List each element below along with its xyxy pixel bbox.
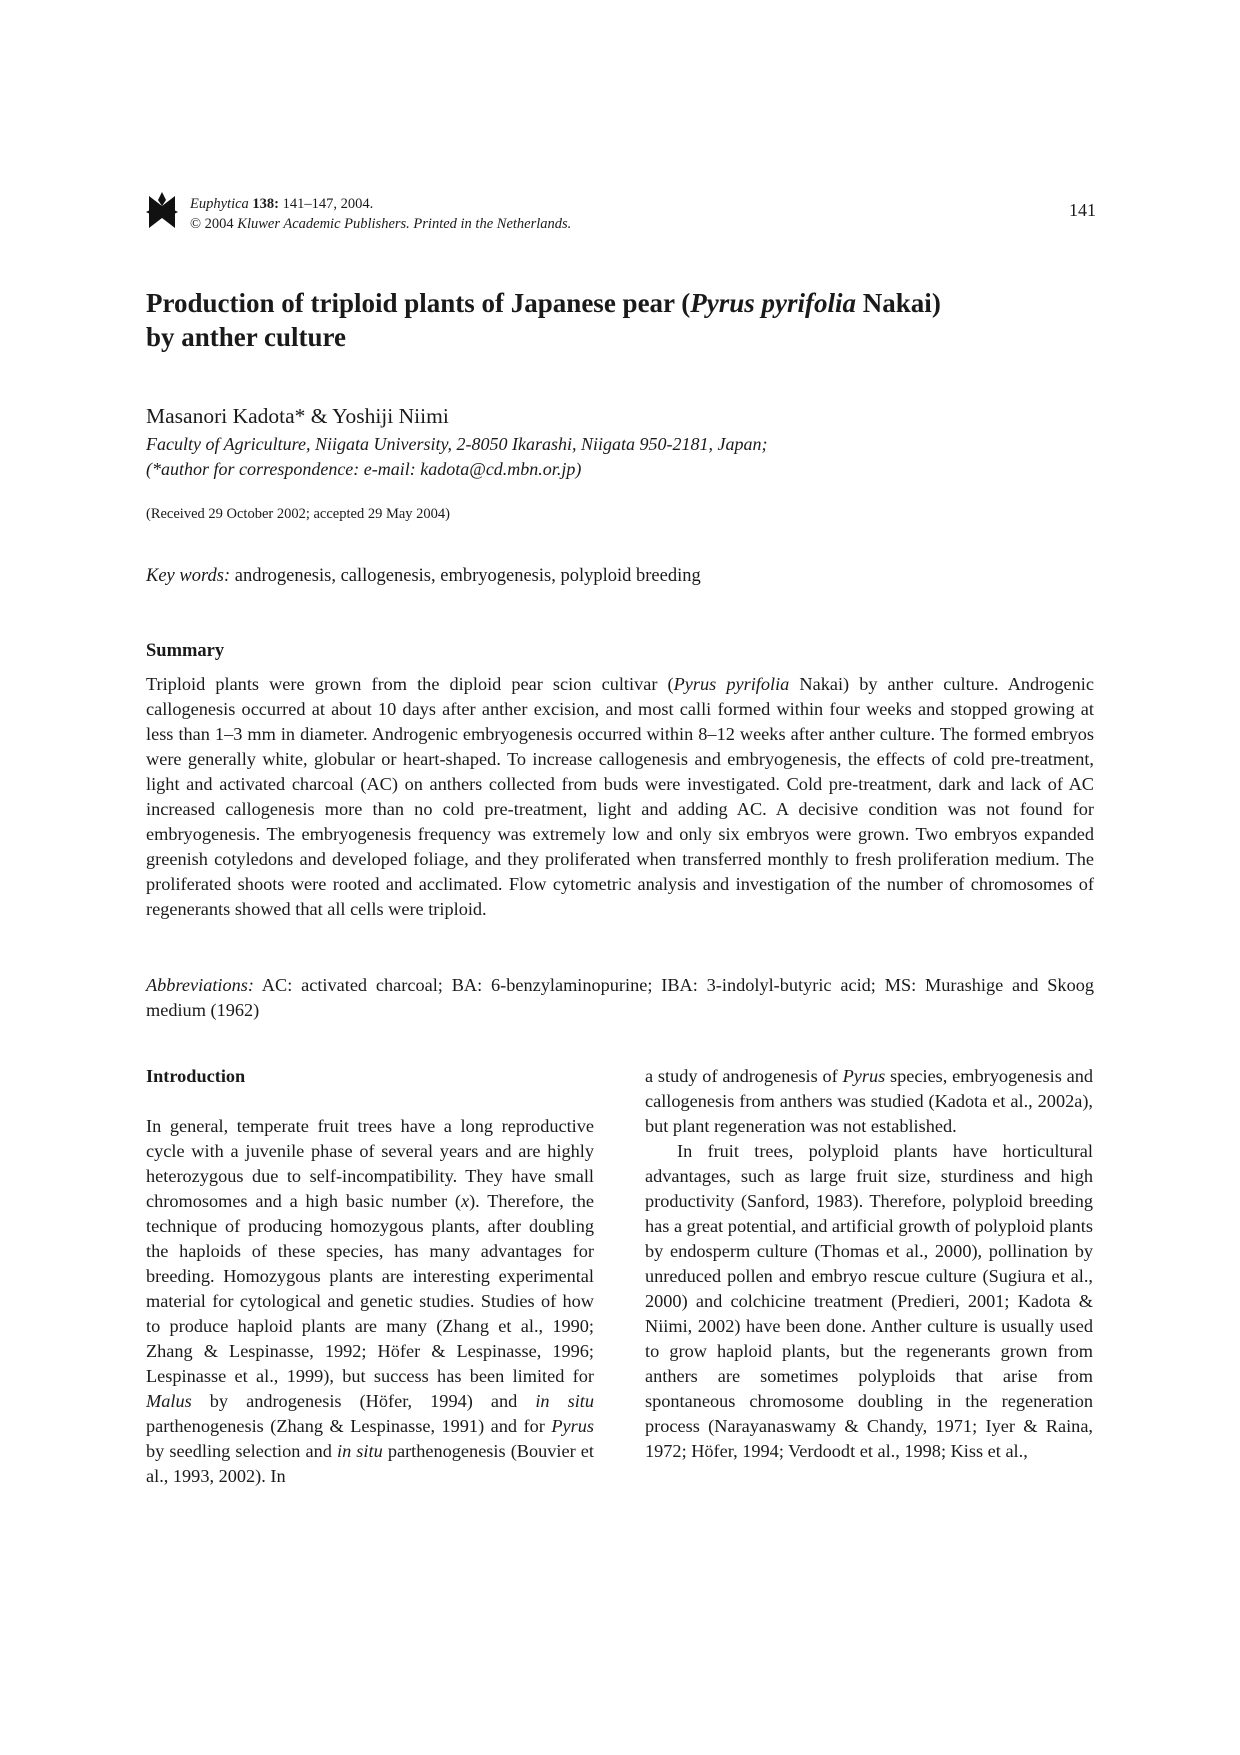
left-column: [146, 1064, 594, 1489]
keywords: Key words: androgenesis, callogenesis, embryogenesis, polyploid breeding: [146, 566, 701, 586]
article-title: Production of triploid plants of Japanese pear (Pyrus pyrifolia Nakai) by anther culture: [146, 288, 941, 352]
intro-paragraph-2: a study of androgenesis of Pyrus species, embryogenesis and callogenesis from anthers was studied (Kadota et al., 2002a), but plant regeneration was not established.: [645, 1066, 1093, 1136]
affiliation-line: Faculty of Agriculture, Niigata University, 2-8050 Ikarashi, Niigata 950-2181, Japan;: [146, 434, 768, 454]
journal-line-2: © 2004 Kluwer Academic Publishers. Printed in the Netherlands.: [190, 216, 572, 232]
page-number: 141: [1069, 200, 1096, 220]
authors: Masanori Kadota* & Yoshiji Niimi: [146, 404, 449, 428]
right-column: [645, 1064, 1093, 1464]
correspondence-line: (*author for correspondence: e-mail: kadota@cd.mbn.or.jp): [146, 459, 582, 479]
abbreviations: Abbreviations: AC: activated charcoal; BA: 6-benzylaminopurine; IBA: 3-indolyl-butyric acid; MS: Murashige and Skoog medium (1962): [146, 975, 1094, 1020]
affiliation: [146, 432, 1106, 482]
summary-heading: Summary: [146, 641, 225, 661]
journal-citation: [190, 194, 571, 234]
intro-paragraph-3: In fruit trees, polyploid plants have horticultural advantages, such as large fruit size, sturdiness and high productivity (Sanford, 1983). Therefore, polyploid breeding has a great potential, and artificial growth of polyploid plants by endosperm culture (Thomas et al., 2000), pollination by unreduced pollen and embryo rescue culture (Sugiura et al., 2000) and colchicine treatment (Predieri, 2001; Kadota & Niimi, 2002) have been done. Anther culture is usually used to grow haploid plants, but the regenerants grown from anthers are sometimes polyploids that arise from spontaneous chromosome doubling in the regeneration process (Narayanaswamy & Chandy, 1971; Iyer & Raina, 1972; Höfer, 1994; Verdoodt et al., 1998; Kiss et al.,: [645, 1141, 1093, 1461]
journal-line-1: Euphytica 138: 141–147, 2004.: [190, 196, 374, 212]
journal-header: [146, 190, 1096, 238]
summary-text: Triploid plants were grown from the diploid pear scion cultivar (Pyrus pyrifolia Nakai) by anther culture. Androgenic callogenesis occurred at about 10 days after anther excision, and most calli formed within four weeks and stopped growing at less than 1–3 mm in diameter. Androgenic embryogenesis occurred within 8–12 weeks after anther culture. The formed embryos were generally white, globular or heart-shaped. To increase callogenesis and embryogenesis, the effects of cold pre-treatment, light and activated charcoal (AC) on anthers collected from buds were investigated. Cold pre-treatment, dark and lack of AC increased callogenesis more than no cold pre-treatment, light and adding AC. A decisive condition was not found for embryogenesis. The embryogenesis frequency was extremely low and only six embryos were grown. Two embryos expanded greenish cotyledons and developed foliage, and they proliferated when transferred monthly to fresh proliferation medium. The proliferated shoots were rooted and acclimated. Flow cytometric analysis and investigation of the number of chromosomes of regenerants showed that all cells were triploid.: [146, 674, 1094, 919]
intro-paragraph-1: In general, temperate fruit trees have a long reproductive cycle with a juvenile phase of several years and are highly heterozygous due to self-incompatibility. They have small chromosomes and a high basic number (x). Therefore, the technique of producing homozygous plants, after doubling the haploids of these species, has many advantages for breeding. Homozygous plants are interesting experimental material for cytological and genetic studies. Studies of how to produce haploid plants are many (Zhang et al., 1990; Zhang & Lespinasse, 1992; Höfer & Lespinasse, 1996; Lespinasse et al., 1999), but success has been limited for Malus by androgenesis (Höfer, 1994) and in situ parthenogenesis (Zhang & Lespinasse, 1991) and for Pyrus by seedling selection and in situ parthenogenesis (Bouvier et al., 1993, 2002). In: [146, 1116, 594, 1486]
received-dates: (Received 29 October 2002; accepted 29 May 2004): [146, 506, 450, 522]
introduction-heading: Introduction: [146, 1066, 246, 1086]
publisher-logo-icon: [146, 192, 178, 232]
